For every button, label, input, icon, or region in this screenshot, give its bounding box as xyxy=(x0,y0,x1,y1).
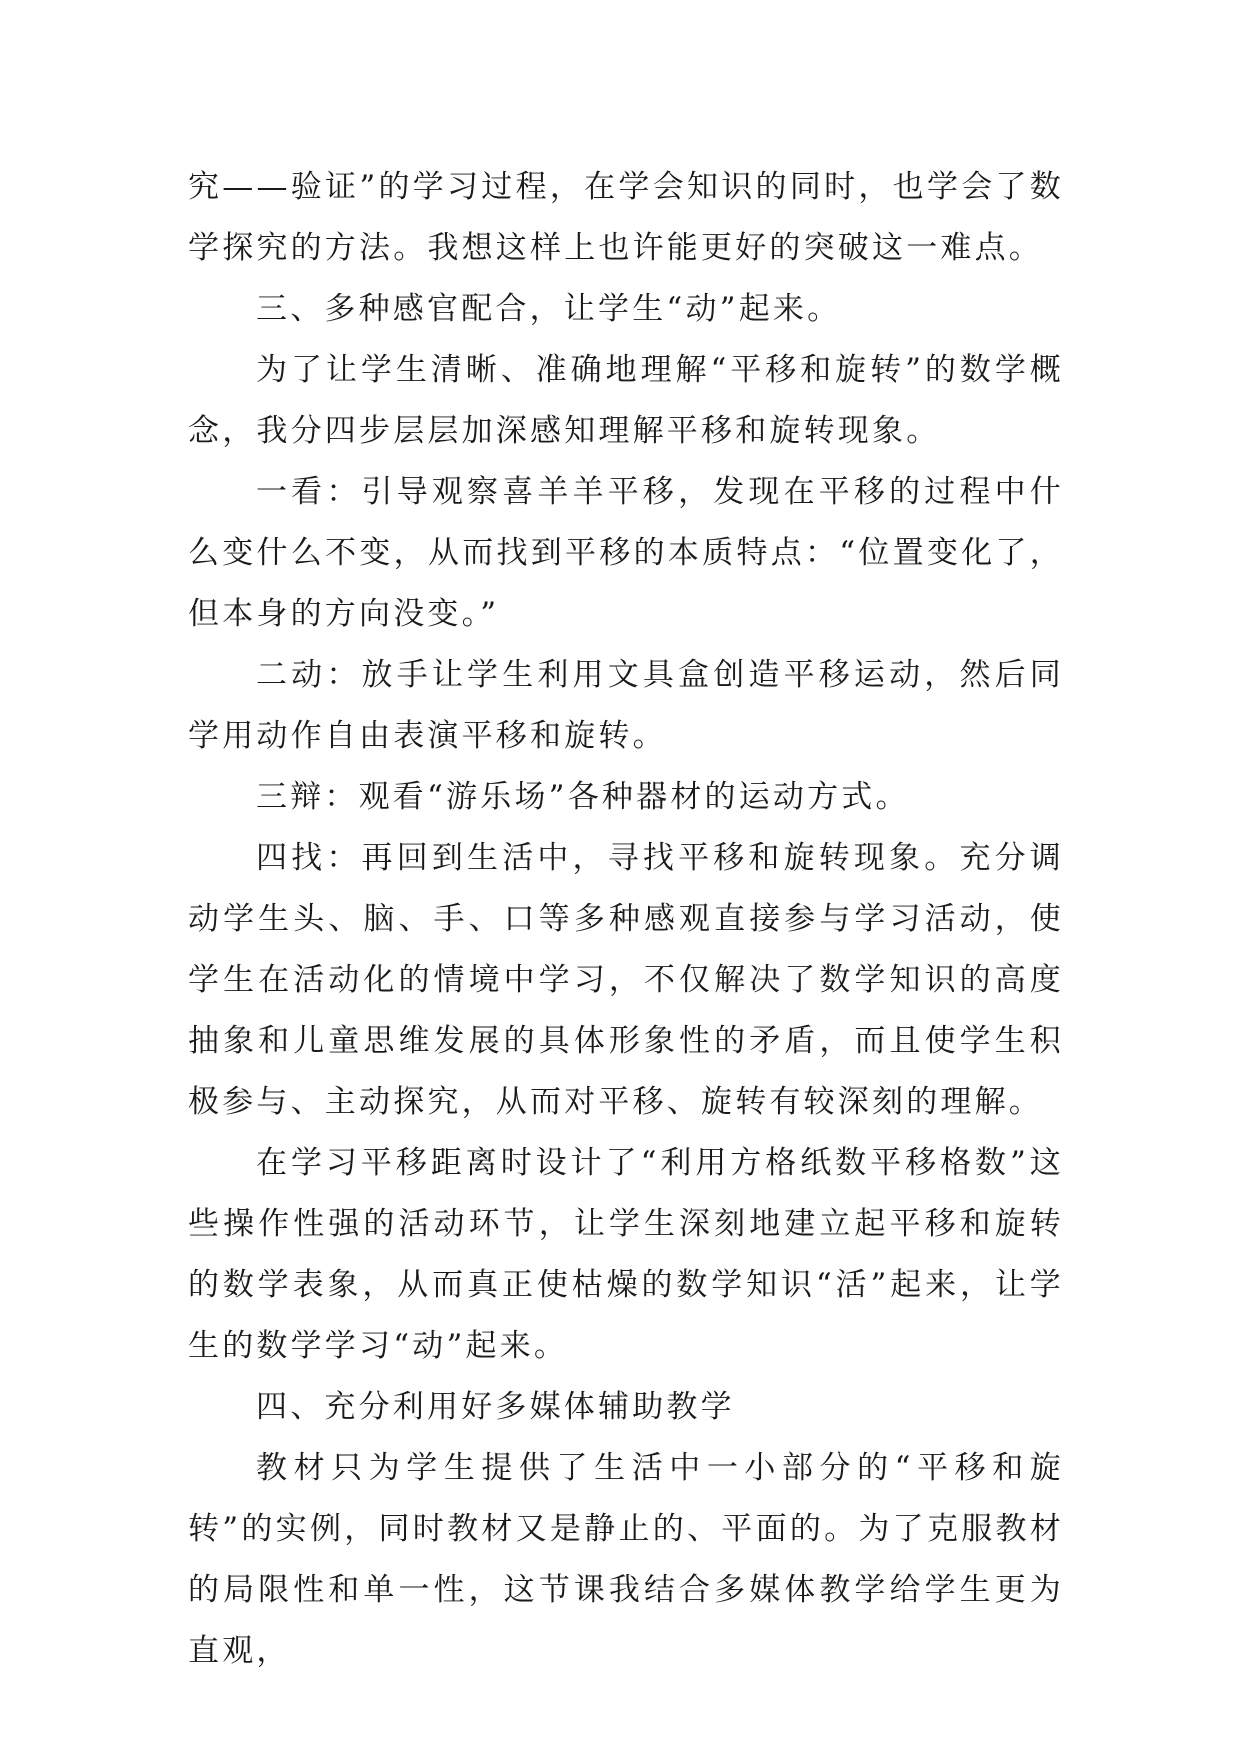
paragraph: 一看：引导观察喜羊羊平移，发现在平移的过程中什么变什么不变，从而找到平移的本质特点：“位置变化了，但本身的方向没变。” xyxy=(188,474,1064,632)
paragraph: 四找：再回到生活中，寻找平移和旋转现象。充分调动学生头、脑、手、口等多种感观直接参与学习活动，使学生在活动化的情境中学习，不仅解决了数学知识的高度抽象和儿童思维发展的具体形象性的矛盾，而且使学生积极参与、主动探究，从而对平移、旋转有较深刻的理解。 xyxy=(188,840,1064,1120)
section-heading: 三、多种感官配合，让学生“动”起来。 xyxy=(256,291,842,327)
paragraph: 为了让学生清晰、准确地理解“平移和旋转”的数学概念，我分四步层层加深感知理解平移和旋转现象。 xyxy=(188,352,1064,449)
document-body xyxy=(188,157,1064,1682)
paragraph: 在学习平移距离时设计了“利用方格纸数平移格数”这些操作性强的活动环节，让学生深刻地建立起平移和旋转的数学表象，从而真正使枯燥的数学知识“活”起来，让学生的数学学习“动”起来。 xyxy=(188,1145,1064,1364)
paragraph: 三辩：观看“游乐场”各种器材的运动方式。 xyxy=(256,779,910,815)
paragraph: 二动：放手让学生利用文具盒创造平移运动，然后同学用动作自由表演平移和旋转。 xyxy=(188,657,1064,754)
paragraph: 教材只为学生提供了生活中一小部分的“平移和旋转”的实例，同时教材又是静止的、平面的。为了克服教材的局限性和单一性，这节课我结合多媒体教学给学生更为直观， xyxy=(188,1450,1064,1669)
paragraph: 究——验证”的学习过程，在学会知识的同时，也学会了数学探究的方法。我想这样上也许能更好的突破这一难点。 xyxy=(188,169,1064,266)
section-heading: 四、充分利用好多媒体辅助教学 xyxy=(256,1389,735,1425)
